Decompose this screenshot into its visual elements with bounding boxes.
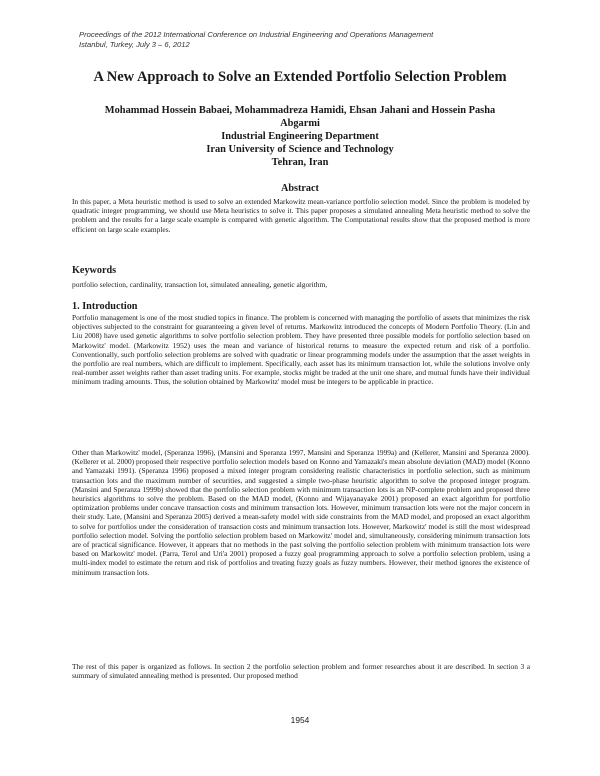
page-number: 1954	[290, 715, 310, 725]
university: Iran University of Science and Technology	[206, 144, 394, 155]
abstract-heading: Abstract	[281, 183, 319, 194]
header-line-1: Proceedings of the 2012 International Conference on Industrial Engineering and Operations Management	[79, 30, 434, 39]
abstract-text: In this paper, a Meta heuristic method is used to solve an extended Markowitz mean-variance portfolio selection model. Since the problem is modeled by quadratic integer programming, we should use Meta heuristics to solve it. This paper proposes a simulated annealing Meta heuristic method to solve the problem and the results for a large scale example is compared with genetic algorithm. The Computational results show that the proposed method is more efficient on large scale examples.	[72, 197, 530, 234]
proceedings-header	[79, 30, 433, 50]
introduction-heading: 1. Introduction	[72, 301, 138, 312]
intro-paragraph-2: Other than Markowitz' model, (Speranza 1996), (Mansini and Speranza 1997, Mansini and Speranza 1999a) and (Kellerer, Mansini and Speranza 2000). (Kellerer et al. 2000) proposed their respective portfolio selection models based on Konno and Yamazaki's mean absolute deviation (MAD) model (Konno and Yamazaki 1991). (Speranza 1996) proposed a mixed integer program considering realistic characteristics in portfolio selection, such as minimum transaction lots and the maximum number of securities, and suggested a simple two-phase heuristic algorithm to solve the proposed integer program. (Mansini and Speranza 1999b) showed that the portfolio selection problem with minimum transaction lots is an NP-complete problem and proposed three heuristics algorithms to solve the problem. Based on the MAD model, (Konno and Wijayanayake 2001) proposed an exact algorithm for portfolio optimization problems under concave transaction costs and minimum transaction lots. However, minimum transaction lots were not the major concern in their study. Late, (Mansini and Speranza 2005) derived a mean-safety model with side constraints from the MAD model, and proposed an exact algorithm to solve for portfolios under the consideration of transaction costs and minimum transaction lots. However, Markowitz' model is still the most widespread portfolio selection model. Solving the portfolio selection problem based on Markowitz' model and, simultaneously, considering minimum transaction lots are of practical significance. However, it appears that no methods in the past solving the portfolio selection problem with minimum transaction lots were based on Markowitz' model. (Parra, Terol and Uri'a 2001) proposed a fuzzy goal programming approach to solve a portfolio selection problem, using a multi-index model to estimate the return and risk of portfolios and treating fuzzy goals as fuzzy numbers. However, their method ignores the existence of minimum transaction lots.	[72, 448, 530, 577]
intro-paragraph-1: Portfolio management is one of the most studied topics in finance. The problem is concerned with managing the portfolio of assets that minimizes the risk objectives subjected to the constraint for guaranteeing a given level of returns. Markowitz introduced the concepts of Modern Portfolio Theory. (Lin and Liu 2008) have used genetic algorithms to solve portfolio selection problem. They have presented three possible models for portfolio selection based on Markowitz' model. (Markowitz 1952) uses the mean and variance of historical returns to measure the expected return and risk of a portfolio. Conventionally, such portfolio selection problems are solved with quadratic or linear programming models under the assumption that the asset weights in the portfolio are real numbers, which are difficult to implement. Specifically, each asset has its minimum transaction lot, while the solutions involve only real-number asset weights rather than asset trading units. For example, stocks might be traded at the unit one share, and mutual funds have their individual minimum trading amounts. Thus, the solution obtained by Markowitz' model must be integers to be applicable in practice.	[72, 313, 530, 387]
department: Industrial Engineering Department	[221, 131, 379, 142]
keywords-heading: Keywords	[72, 265, 117, 276]
city: Tehran, Iran	[271, 157, 329, 168]
author-block	[60, 104, 540, 169]
intro-paragraph-3: The rest of this paper is organized as follows. In section 2 the portfolio selection problem and former researches about it are described. In section 3 a summary of simulated annealing method is presented. Our proposed method	[72, 662, 530, 681]
header-line-2: Istanbul, Turkey, July 3 – 6, 2012	[79, 40, 190, 49]
keywords-text: portfolio selection, cardinality, transaction lot, simulated annealing, genetic algorithm,	[72, 280, 328, 289]
paper-title: A New Approach to Solve an Extended Portfolio Selection Problem	[93, 69, 507, 85]
author-names-line-1: Mohammad Hossein Babaei, Mohammadreza Hamidi, Ehsan Jahani and Hossein Pasha	[104, 105, 496, 116]
author-names-line-2: Abgarmi	[280, 118, 320, 129]
